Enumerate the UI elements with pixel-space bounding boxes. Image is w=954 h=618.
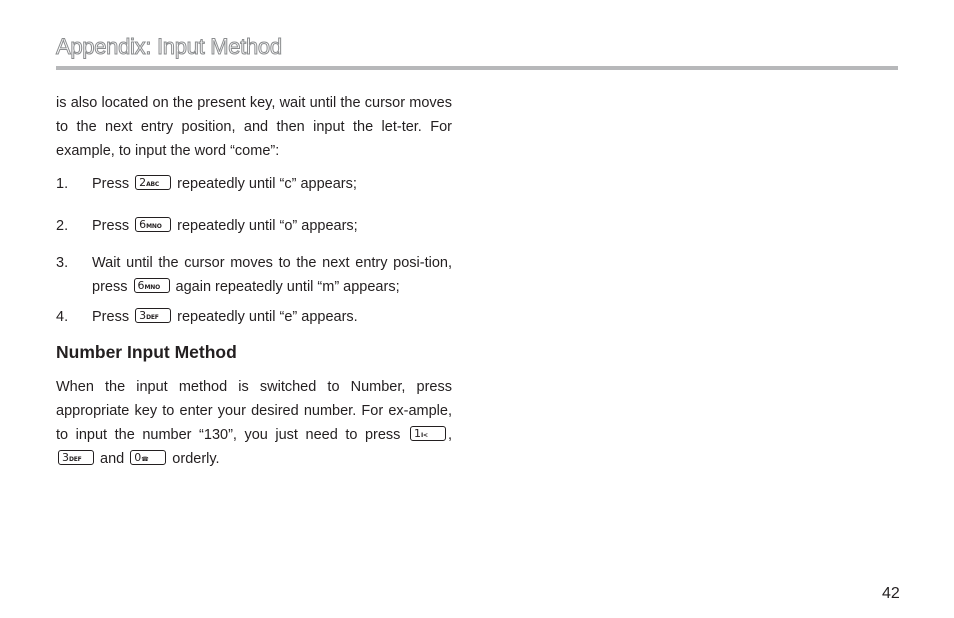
number-paragraph: When the input method is switched to Number, press appropriate key to enter your desired number. For ex-ample, to input the number “130”, you just need to press 1I< , 3DEF and 0☎ orderly. — [56, 379, 453, 467]
list-text: Press 2ABC repeatedly until “c” appears; — [92, 175, 357, 192]
key-3-icon: 3DEF — [58, 450, 94, 465]
key-6-icon: 6MNO — [135, 217, 171, 232]
page-number: 42 — [882, 585, 900, 602]
list-text: Wait until the cursor moves to the next entry posi-tion, press 6MNO again repeatedly until “m” appears; — [92, 255, 452, 295]
page-title: Appendix: Input Method — [56, 34, 282, 59]
intro-paragraph: is also located on the present key, wait until the cursor moves to the next entry position, and then input the let-ter. For example, to input the word “come”: — [56, 95, 452, 159]
section-heading: Number Input Method — [56, 342, 237, 362]
list-number: 4. — [56, 309, 69, 325]
key-6-icon: 6MNO — [134, 278, 170, 293]
key-1-icon: 1I< — [410, 426, 446, 441]
list-number: 2. — [56, 218, 69, 234]
list-text: Press 6MNO repeatedly until “o” appears; — [92, 217, 358, 234]
list-text: Press 3DEF repeatedly until “e” appears. — [92, 308, 358, 325]
list-number: 1. — [56, 176, 69, 192]
key-0-icon: 0☎ — [130, 450, 166, 465]
key-3-icon: 3DEF — [135, 308, 171, 323]
key-2-icon: 2ABC — [135, 175, 171, 190]
title-divider — [56, 66, 898, 70]
list-number: 3. — [56, 255, 69, 271]
